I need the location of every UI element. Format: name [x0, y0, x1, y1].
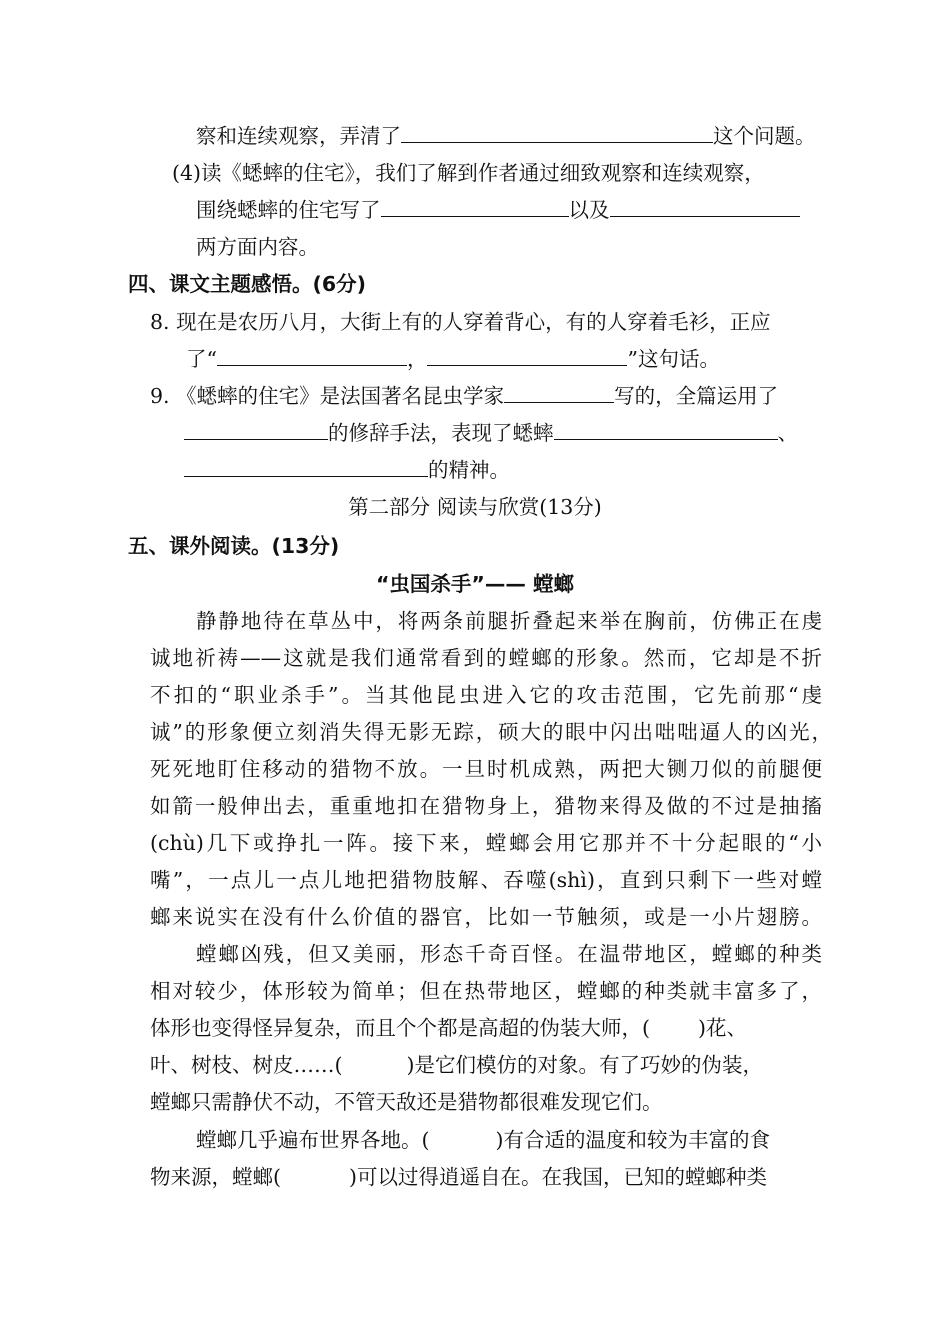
- passage-line: 螳螂凶残，但又美丽，形态千奇百怪。在温带地区，螳螂的种类: [196, 942, 822, 966]
- q-line-4: [196, 233, 319, 261]
- text: 写的，全篇运用了: [614, 384, 779, 408]
- text: 这个问题。: [713, 124, 816, 148]
- answer-blank[interactable]: [401, 124, 713, 143]
- answer-blank[interactable]: [184, 421, 328, 440]
- text: 察和连续观察，弄清了: [196, 124, 401, 148]
- text: )可以过得逍遥自在。在我国，已知的螳螂种类: [349, 1165, 767, 1189]
- text: ”这句话。: [627, 347, 720, 371]
- part-heading: 第二部分 阅读与欣赏(13分): [348, 495, 602, 519]
- passage-line: 嘴”，一点儿一点儿地把猎物肢解、吞噬(shì)，直到只剩下一些对螳: [150, 868, 822, 892]
- text: 两方面内容。: [196, 235, 319, 259]
- answer-blank[interactable]: [184, 458, 428, 477]
- passage-line: 死死地盯住移动的猎物不放。一旦时机成熟，两把大铡刀似的前腿便: [150, 757, 822, 781]
- passage-line: 诚”的形象便立刻消失得无影无踪，硕大的眼中闪出咄咄逼人的凶光，: [150, 720, 832, 744]
- text: 8. 现在是农历八月，大街上有的人穿着背心，有的人穿着毛衫，正应: [150, 310, 771, 334]
- section-heading-5: 五、课外阅读。(13分): [128, 534, 340, 558]
- passage-line: 螂来说实在没有什么价值的器官，比如一节触须，或是一小片翅膀。: [150, 905, 822, 929]
- text: 叶、树枝、树皮……(: [150, 1053, 343, 1077]
- q-line-2: [172, 159, 765, 187]
- passage-line: 诚地祈祷——这就是我们通常看到的螳螂的形象。然而，它却是不折: [150, 646, 822, 670]
- answer-blank[interactable]: [217, 347, 407, 366]
- text: 以及: [568, 198, 610, 222]
- text: 9. 《蟋蟀的住宅》是法国著名昆虫学家: [150, 384, 505, 408]
- text: (4)读《蟋蟀的住宅》，我们了解到作者通过细致观察和连续观察，: [172, 161, 765, 185]
- text: 螳螂几乎遍布世界各地。(: [196, 1128, 430, 1152]
- passage-line: 螳螂只需静伏不动，不管天敌还是猎物都很难发现它们。: [150, 1090, 663, 1114]
- text: 了“: [186, 347, 217, 371]
- q-line-3: [196, 196, 800, 224]
- question-8-line-1: [150, 308, 771, 336]
- passage-line: 静静地待在草丛中，将两条前腿折叠起来举在胸前，仿佛正在虔: [196, 609, 822, 633]
- answer-blank[interactable]: [554, 421, 778, 440]
- answer-blank[interactable]: [504, 384, 614, 403]
- passage-line: [150, 1051, 763, 1079]
- answer-blank[interactable]: [610, 198, 800, 217]
- question-8-line-2: [186, 345, 720, 373]
- q-line-1: [196, 122, 816, 150]
- question-9-line-3: [184, 456, 510, 484]
- text: 的修辞手法，表现了蟋蟀: [328, 421, 554, 445]
- text: 、: [777, 421, 798, 445]
- passage-line: (chù)几下或挣扎一阵。接下来，螳螂会用它那并不十分起眼的“小: [150, 831, 822, 855]
- passage-line: 如箭一般伸出去，重重地扣在猎物身上，猎物来得及做的不过是抽搐: [150, 794, 822, 818]
- text: 的精神。: [428, 458, 510, 482]
- question-9-line-1: [150, 382, 778, 410]
- passage-line: [150, 1014, 747, 1042]
- text: )是它们模仿的对象。有了巧妙的伪装，: [406, 1053, 763, 1077]
- text: 围绕蟋蟀的住宅写了: [196, 198, 381, 222]
- section-heading-4: 四、课文主题感悟。(6分): [128, 272, 367, 296]
- answer-blank[interactable]: [427, 347, 627, 366]
- text: )花、: [698, 1016, 747, 1040]
- text: 物来源，螳螂(: [150, 1165, 281, 1189]
- passage-line: [196, 1126, 770, 1154]
- passage-title: “虫国杀手”—— 螳螂: [375, 572, 575, 596]
- question-9-line-2: [184, 419, 798, 447]
- text: )有合适的温度和较为丰富的食: [495, 1128, 770, 1152]
- answer-blank[interactable]: [381, 198, 569, 217]
- passage-line: [150, 1163, 767, 1191]
- text: 体形也变得怪异复杂，而且个个都是高超的伪装大师，(: [150, 1016, 650, 1040]
- passage-line: 不扣的“职业杀手”。当其他昆虫进入它的攻击范围，它先前那“虔: [150, 683, 822, 707]
- text: ，: [406, 347, 428, 371]
- passage-line: 相对较少，体形较为简单；但在热带地区，螳螂的种类就丰富多了，: [150, 979, 822, 1003]
